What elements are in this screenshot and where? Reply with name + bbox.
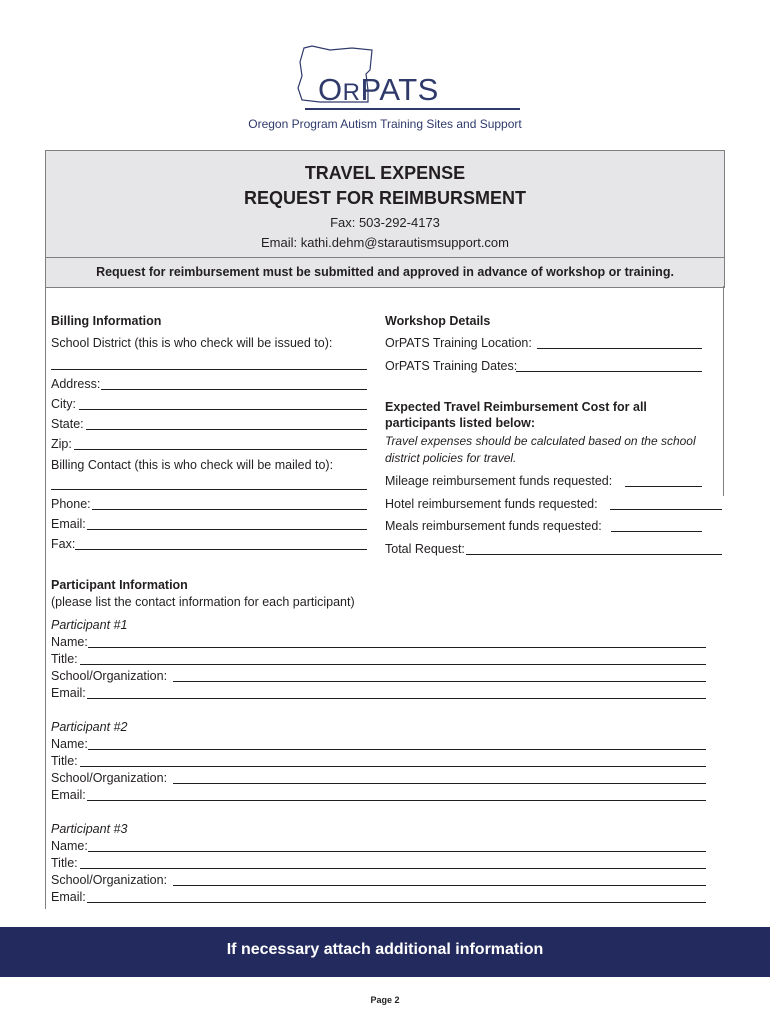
participant-3-title-label: Title: <box>51 856 78 870</box>
hotel-field[interactable] <box>610 509 722 510</box>
participant-2-title-field[interactable] <box>80 766 706 767</box>
participant-2-name-field[interactable] <box>88 749 706 750</box>
participant-1-title-field[interactable] <box>80 664 706 665</box>
mileage-label: Mileage reimbursement funds requested: <box>385 474 613 488</box>
travel-policy-note-1: Travel expenses should be calculated based on the school <box>385 434 696 448</box>
billing-contact-field[interactable] <box>51 489 367 490</box>
logo-subtitle: Oregon Program Autism Training Sites and Support <box>248 117 522 131</box>
participant-2-org-label: School/Organization: <box>51 771 168 785</box>
school-district-label: School District (this is who check will be issued to): <box>51 336 333 350</box>
address-field[interactable] <box>101 389 367 390</box>
page-number: Page 2 <box>370 995 400 1005</box>
form-title-line1: TRAVEL EXPENSE <box>304 163 466 183</box>
city-label: City: <box>51 397 76 411</box>
participant-3-title-field[interactable] <box>80 868 706 869</box>
billing-heading: Billing Information <box>51 314 162 328</box>
expected-cost-heading-1: Expected Travel Reimbursement Cost for all <box>385 400 647 414</box>
participant-3-org-label: School/Organization: <box>51 873 168 887</box>
participant-3-label: Participant #3 <box>51 822 128 836</box>
school-district-field[interactable] <box>51 369 367 370</box>
participant-2-title-label: Title: <box>51 754 78 768</box>
participant-3-name-label: Name: <box>51 839 88 853</box>
hotel-label: Hotel reimbursement funds requested: <box>385 497 598 511</box>
logo-divider <box>305 108 520 110</box>
phone-field[interactable] <box>92 509 367 510</box>
state-label: State: <box>51 417 84 431</box>
participant-2-label: Participant #2 <box>51 720 128 734</box>
participant-3-email-label: Email: <box>51 890 86 904</box>
participant-3-email-field[interactable] <box>87 902 706 903</box>
travel-policy-note-2: district policies for travel. <box>385 451 517 465</box>
workshop-heading: Workshop Details <box>385 314 491 328</box>
state-field[interactable] <box>86 429 367 430</box>
billing-email-label: Email: <box>51 517 86 531</box>
total-request-label: Total Request: <box>385 542 465 556</box>
contact-email: Email: kathi.dehm@starautismsupport.com <box>260 235 509 250</box>
meals-field[interactable] <box>611 531 702 532</box>
participant-1-org-field[interactable] <box>173 681 706 682</box>
contact-fax: Fax: 503-292-4173 <box>330 215 440 230</box>
zip-field[interactable] <box>74 449 367 450</box>
orpats-logo: ORPATS <box>318 72 439 107</box>
training-dates-label: OrPATS Training Dates: <box>385 359 518 373</box>
footer-banner-text: If necessary attach additional information <box>226 941 544 958</box>
participant-1-name-field[interactable] <box>88 647 706 648</box>
billing-fax-field[interactable] <box>75 549 367 550</box>
total-request-field[interactable] <box>466 554 722 555</box>
participant-1-org-label: School/Organization: <box>51 669 168 683</box>
city-field[interactable] <box>79 409 367 410</box>
notice-text: Request for reimbursement must be submitted and approved in advance of workshop or training. <box>96 265 674 279</box>
participant-2-email-label: Email: <box>51 788 86 802</box>
participant-1-label: Participant #1 <box>51 618 128 632</box>
participant-2-email-field[interactable] <box>87 800 706 801</box>
form-title-line2: REQUEST FOR REIMBURSMENT <box>243 188 526 208</box>
form-border-right <box>723 286 724 496</box>
training-location-label: OrPATS Training Location: <box>385 336 532 350</box>
phone-label: Phone: <box>51 497 91 511</box>
participant-heading: Participant Information <box>51 578 188 592</box>
participant-2-org-field[interactable] <box>173 783 706 784</box>
address-label: Address: <box>51 377 101 391</box>
training-dates-field[interactable] <box>516 371 702 372</box>
billing-email-field[interactable] <box>87 529 367 530</box>
participant-2-name-label: Name: <box>51 737 88 751</box>
meals-label: Meals reimbursement funds requested: <box>385 519 602 533</box>
expected-cost-heading-2: participants listed below: <box>385 416 536 430</box>
participant-3-name-field[interactable] <box>88 851 706 852</box>
form-border-left <box>45 286 46 909</box>
participant-1-email-field[interactable] <box>87 698 706 699</box>
participant-1-name-label: Name: <box>51 635 88 649</box>
participant-1-email-label: Email: <box>51 686 86 700</box>
participant-3-org-field[interactable] <box>173 885 706 886</box>
mileage-field[interactable] <box>625 486 702 487</box>
billing-fax-label: Fax: <box>51 537 76 551</box>
participant-1-title-label: Title: <box>51 652 78 666</box>
billing-contact-label: Billing Contact (this is who check will be mailed to): <box>51 458 334 472</box>
zip-label: Zip: <box>51 437 72 451</box>
training-location-field[interactable] <box>537 348 702 349</box>
participant-instructions: (please list the contact information for each participant) <box>51 595 355 609</box>
